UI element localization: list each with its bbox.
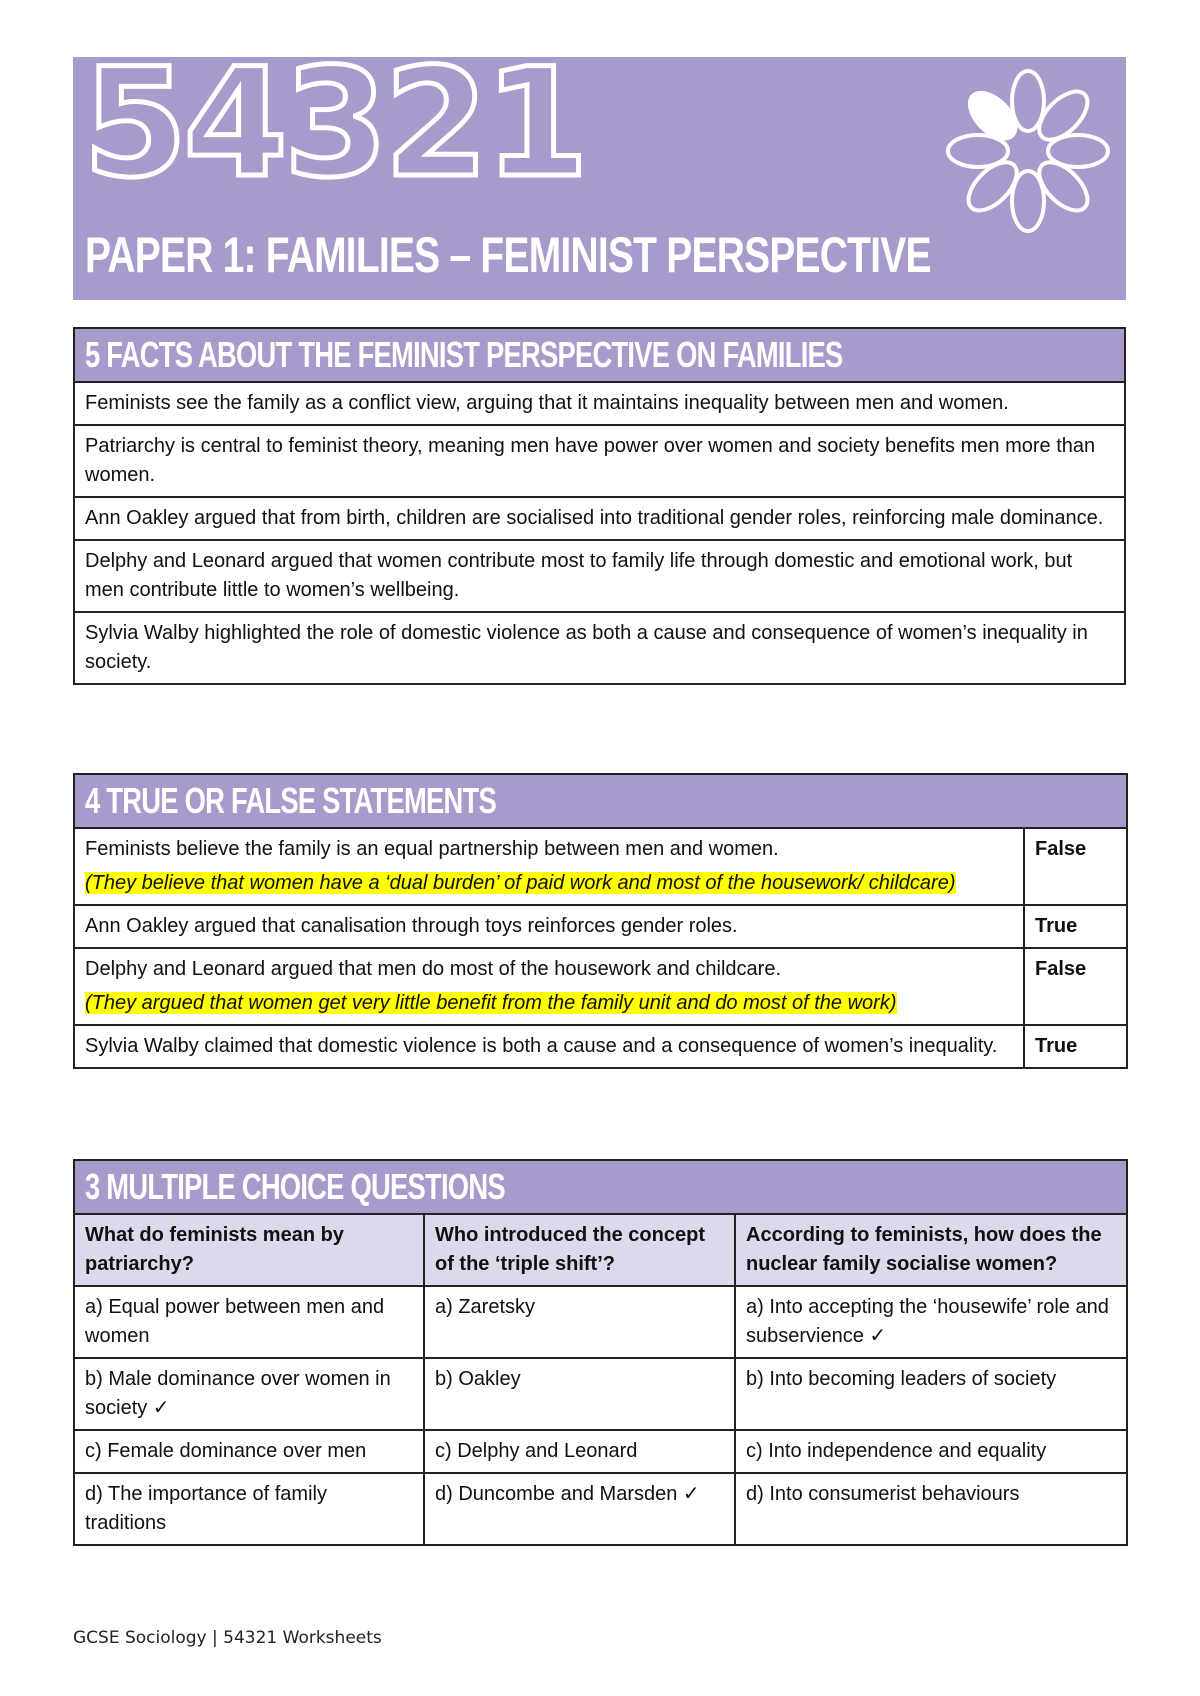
mcq-question: What do feminists mean by patriarchy? <box>74 1214 424 1286</box>
facts-header-cell <box>74 328 1125 382</box>
fact-row <box>74 540 1125 612</box>
mcq-table <box>73 1159 1128 1546</box>
tf-explanation-wrap <box>85 989 1013 1018</box>
mcq-option: a) Equal power between men and women <box>74 1286 424 1358</box>
mcq-header-row <box>74 1160 1127 1214</box>
header-banner <box>73 37 1126 300</box>
fact-text: Feminists see the family as a conflict view, arguing that it maintains inequality between men and women. <box>74 382 1125 425</box>
fact-text: Ann Oakley argued that from birth, children are socialised into traditional gender roles, reinforcing male dominance. <box>74 497 1125 540</box>
tf-explanation: (They argued that women get very little benefit from the family unit and do most of the work) <box>85 992 897 1014</box>
flower-icon <box>942 61 1114 233</box>
tf-answer: False <box>1024 828 1127 905</box>
tf-row <box>74 948 1127 1025</box>
mcq-option: c) Female dominance over men <box>74 1430 424 1473</box>
mcq-question: Who introduced the concept of the ‘triple shift’? <box>424 1214 735 1286</box>
true-false-table <box>73 773 1128 1069</box>
tf-answer: True <box>1024 1025 1127 1068</box>
mcq-option-row <box>74 1286 1127 1358</box>
fact-row <box>74 497 1125 540</box>
tf-header-cell <box>74 774 1127 828</box>
mcq-option: a) Into accepting the ‘housewife’ role and subservience ✓ <box>735 1286 1127 1358</box>
tf-row <box>74 828 1127 905</box>
mcq-option: d) Duncombe and Marsden ✓ <box>424 1473 735 1545</box>
tf-row <box>74 905 1127 948</box>
mcq-option: d) The importance of family traditions <box>74 1473 424 1545</box>
mcq-question-row <box>74 1214 1127 1286</box>
mcq-option: b) Male dominance over women in society ✓ <box>74 1358 424 1430</box>
fact-text: Patriarchy is central to feminist theory, meaning men have power over women and society benefits men more than women. <box>74 425 1125 497</box>
facts-header-row <box>74 328 1125 382</box>
tf-statement-cell <box>74 905 1024 948</box>
fact-text: Delphy and Leonard argued that women contribute most to family life through domestic and emotional work, but men contribute little to women’s wellbeing. <box>74 540 1125 612</box>
page-footer: GCSE Sociology | 54321 Worksheets <box>73 1628 382 1648</box>
mcq-option: d) Into consumerist behaviours <box>735 1473 1127 1545</box>
tf-answer: True <box>1024 905 1127 948</box>
tf-statement-cell <box>74 828 1024 905</box>
logo-number: 54321 <box>83 37 585 211</box>
mcq-option: c) Into independence and equality <box>735 1430 1127 1473</box>
mcq-heading: 3 MULTIPLE CHOICE QUESTIONS <box>85 1166 505 1207</box>
mcq-option-row <box>74 1430 1127 1473</box>
mcq-option: a) Zaretsky <box>424 1286 735 1358</box>
mcq-option: b) Into becoming leaders of society <box>735 1358 1127 1430</box>
tf-explanation-wrap <box>85 869 1013 898</box>
fact-row <box>74 612 1125 684</box>
mcq-option-row <box>74 1358 1127 1430</box>
facts-table <box>73 327 1126 685</box>
tf-statement-cell <box>74 948 1024 1025</box>
fact-row <box>74 425 1125 497</box>
mcq-option: c) Delphy and Leonard <box>424 1430 735 1473</box>
tf-explanation: (They believe that women have a ‘dual burden’ of paid work and most of the housework/ childcare) <box>85 872 956 894</box>
tf-statement: Ann Oakley argued that canalisation through toys reinforces gender roles. <box>85 915 738 937</box>
page-title: PAPER 1: FAMILIES – FEMINIST PERSPECTIVE <box>85 227 931 283</box>
mcq-question: According to feminists, how does the nuclear family socialise women? <box>735 1214 1127 1286</box>
tf-statement: Feminists believe the family is an equal partnership between men and women. <box>85 838 779 860</box>
tf-statement-cell <box>74 1025 1024 1068</box>
fact-text: Sylvia Walby highlighted the role of domestic violence as both a cause and consequence of women’s inequality in society. <box>74 612 1125 684</box>
tf-answer: False <box>1024 948 1127 1025</box>
tf-heading: 4 TRUE OR FALSE STATEMENTS <box>85 780 496 821</box>
facts-heading: 5 FACTS ABOUT THE FEMINIST PERSPECTIVE ON FAMILIES <box>85 334 843 375</box>
tf-statement: Delphy and Leonard argued that men do most of the housework and childcare. <box>85 958 781 980</box>
tf-statement: Sylvia Walby claimed that domestic violence is both a cause and a consequence of women’s inequality. <box>85 1035 998 1057</box>
tf-header-row <box>74 774 1127 828</box>
mcq-option: b) Oakley <box>424 1358 735 1430</box>
mcq-option-row <box>74 1473 1127 1545</box>
tf-row <box>74 1025 1127 1068</box>
fact-row <box>74 382 1125 425</box>
mcq-header-cell <box>74 1160 1127 1214</box>
